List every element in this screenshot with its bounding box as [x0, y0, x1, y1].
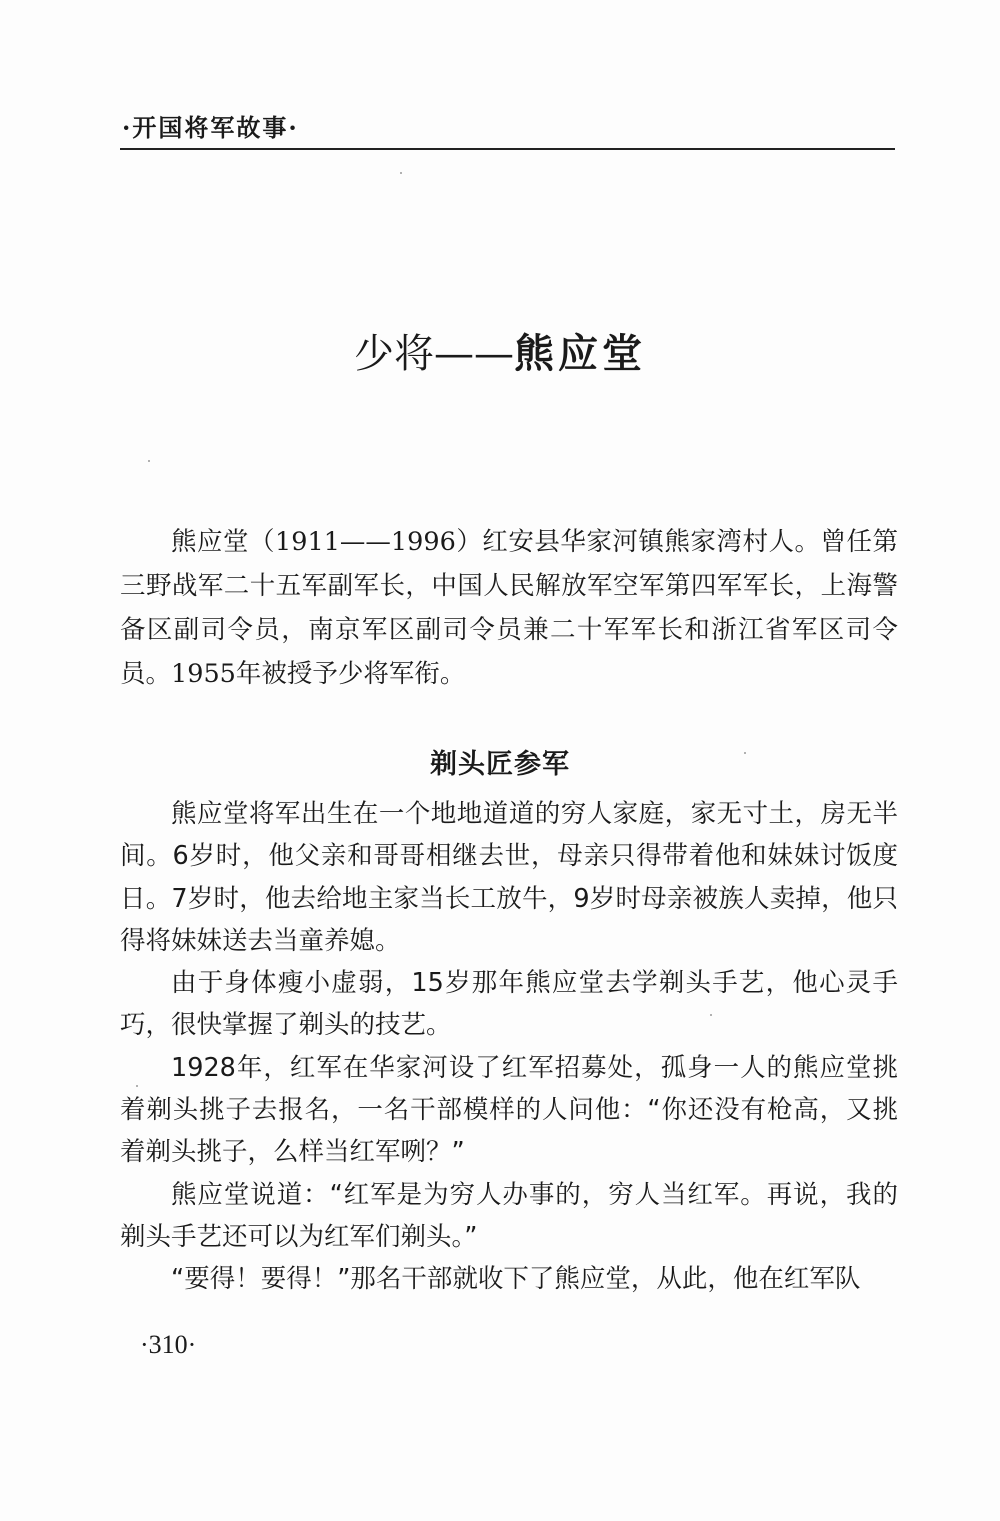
biography-paragraph: 熊应堂（1911——1996）红安县华家河镇熊家湾村人。曾任第三野战军二十五军副军长，中国人民解放军空军第四军军长，上海警备区副司令员，南京军区副司令员兼二十军军长和浙江省军区司令员。1955年被授予少将军衔。 [120, 527, 898, 689]
scan-speck [710, 1014, 712, 1016]
scan-speck [136, 1085, 138, 1087]
chapter-rank: 少将—— [354, 331, 514, 377]
body-paragraph: 熊应堂说道：“红军是为穷人办事的，穷人当红军。再说，我的剃头手艺还可以为红军们剃头。” [120, 1179, 898, 1252]
scan-speck [400, 172, 402, 174]
chapter-title [0, 322, 1000, 379]
scan-speck [744, 752, 746, 754]
chapter-name: 熊应堂 [514, 330, 646, 377]
body-paragraph: “要得！要得！”那名干部就收下了熊应堂，从此，他在红军队 [171, 1264, 861, 1295]
body-paragraph: 由于身体瘦小虚弱，15岁那年熊应堂去学剃头手艺，他心灵手巧，很快掌握了剃头的技艺。 [120, 968, 898, 1041]
header-rule [120, 148, 895, 150]
section-title: 剃头匠参军 [430, 749, 570, 780]
scan-speck [148, 460, 150, 462]
page-number: ·310· [140, 1330, 197, 1359]
body-paragraph: 1928年，红军在华家河设了红军招募处，孤身一人的熊应堂挑着剃头挑子去报名，一名干部模样的人问他：“你还没有枪高，又挑着剃头挑子，么样当红军咧？” [120, 1052, 898, 1168]
body-paragraph: 熊应堂将军出生在一个地地道道的穷人家庭，家无寸土，房无半间。6岁时，他父亲和哥哥相继去世，母亲只得带着他和妹妹讨饭度日。7岁时，他去给地主家当长工放牛，9岁时母亲被族人卖掉，他只得将妹妹送去当童养媳。 [120, 799, 898, 956]
running-header: ·开国将军故事· [122, 113, 299, 142]
body-text [120, 793, 898, 1301]
